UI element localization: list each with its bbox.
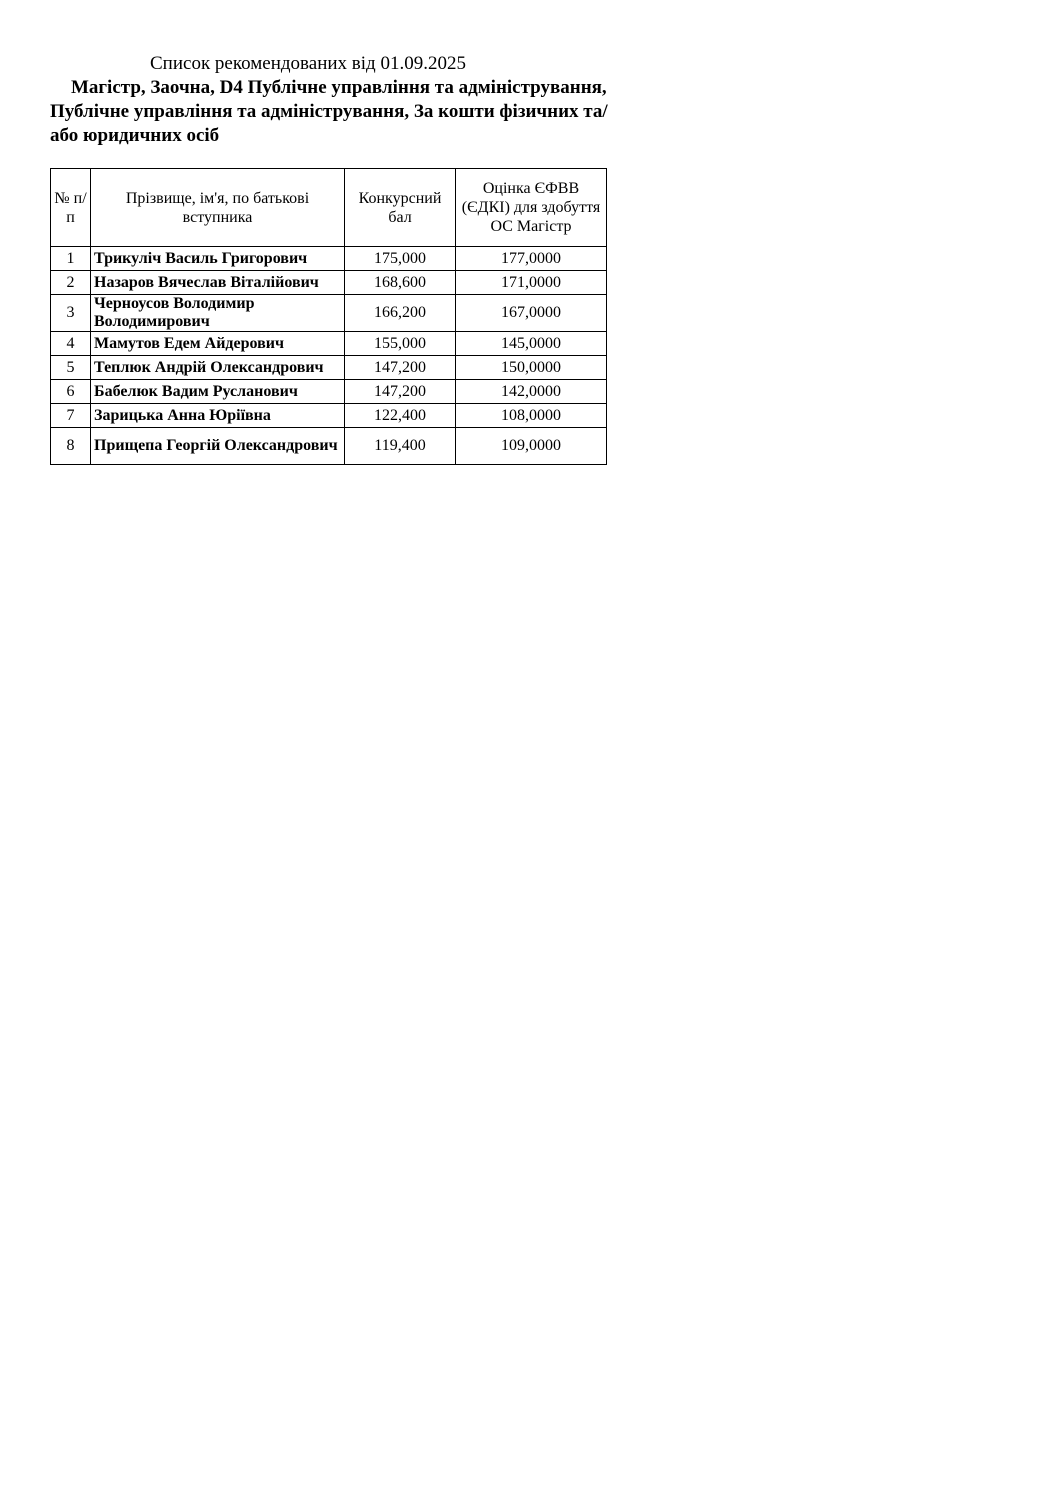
applicant-name: Прищепа Георгій Олександрович	[91, 428, 345, 465]
applicant-name: Назаров Вячеслав Віталійович	[91, 271, 345, 295]
column-header-number: № п/п	[51, 169, 91, 247]
competitive-score: 175,000	[345, 247, 456, 271]
recommended-list-table	[50, 168, 607, 465]
row-number: 8	[51, 428, 91, 465]
row-number: 6	[51, 380, 91, 404]
table-row	[51, 295, 607, 332]
exam-score: 171,0000	[456, 271, 607, 295]
applicant-name: Мамутов Едем Айдерович	[91, 332, 345, 356]
competitive-score: 168,600	[345, 271, 456, 295]
exam-score: 177,0000	[456, 247, 607, 271]
row-number: 7	[51, 404, 91, 428]
row-number: 1	[51, 247, 91, 271]
competitive-score: 166,200	[345, 295, 456, 332]
table-row	[51, 332, 607, 356]
exam-score: 142,0000	[456, 380, 607, 404]
row-number: 5	[51, 356, 91, 380]
applicant-name: Трикуліч Василь Григорович	[91, 247, 345, 271]
applicant-name: Черноусов Володимир Володимирович	[91, 295, 345, 332]
column-header-name: Прізвище, ім'я, по батькові вступника	[91, 169, 345, 247]
table-row	[51, 404, 607, 428]
table-row	[51, 356, 607, 380]
page-title: Список рекомендованих від 01.09.2025	[150, 53, 466, 74]
program-subtitle: Магістр, Заочна, D4 Публічне управління та адміністрування, Публічне управління та адміністрування, За кошти фізичних та/або юридичних осіб	[50, 77, 608, 146]
competitive-score: 147,200	[345, 380, 456, 404]
table-row	[51, 271, 607, 295]
row-number: 2	[51, 271, 91, 295]
exam-score: 167,0000	[456, 295, 607, 332]
exam-score: 145,0000	[456, 332, 607, 356]
exam-score: 150,0000	[456, 356, 607, 380]
row-number: 3	[51, 295, 91, 332]
table-row	[51, 428, 607, 465]
applicant-name: Теплюк Андрій Олександрович	[91, 356, 345, 380]
column-header-exam: Оцінка ЄФВВ (ЄДКІ) для здобуття ОС Магістр	[456, 169, 607, 247]
competitive-score: 147,200	[345, 356, 456, 380]
applicant-name: Зарицька Анна Юріївна	[91, 404, 345, 428]
row-number: 4	[51, 332, 91, 356]
table-row	[51, 380, 607, 404]
competitive-score: 155,000	[345, 332, 456, 356]
column-header-score: Конкурсний бал	[345, 169, 456, 247]
exam-score: 108,0000	[456, 404, 607, 428]
competitive-score: 122,400	[345, 404, 456, 428]
table-header-row	[51, 169, 607, 247]
applicant-name: Бабелюк Вадим Русланович	[91, 380, 345, 404]
table-row	[51, 247, 607, 271]
competitive-score: 119,400	[345, 428, 456, 465]
exam-score: 109,0000	[456, 428, 607, 465]
